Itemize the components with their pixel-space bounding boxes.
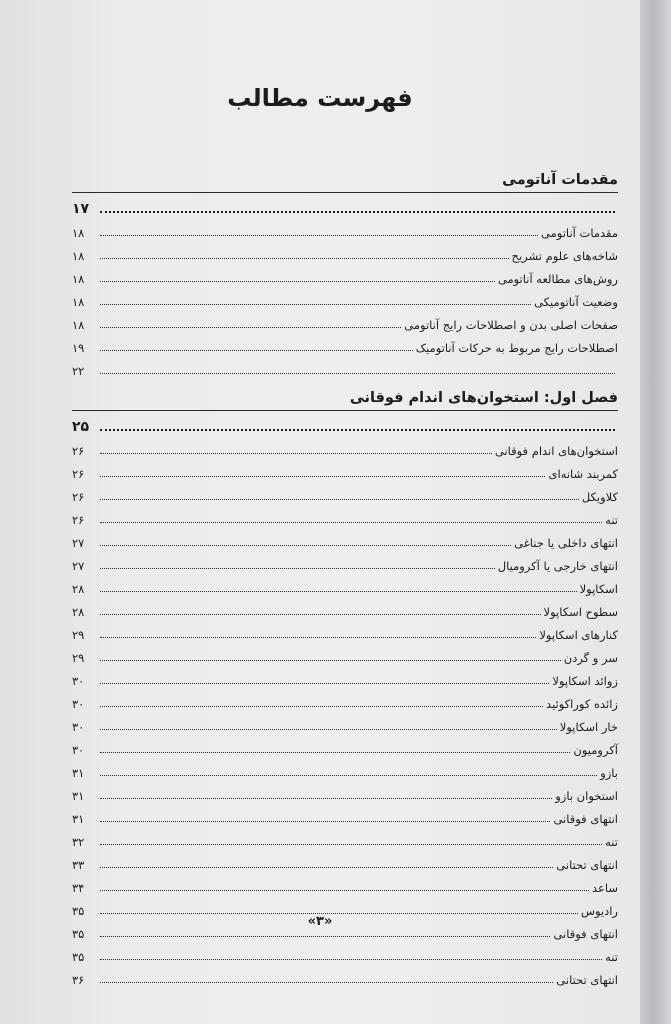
toc-entry[interactable] [72, 688, 618, 711]
toc-entry[interactable] [72, 504, 618, 527]
toc-entry[interactable] [72, 332, 618, 355]
dot-leader [100, 327, 401, 328]
toc-entry-page: ۲۲ [72, 364, 85, 378]
dot-leader [100, 844, 602, 845]
toc-entry-page: ۳۰ [72, 697, 85, 711]
toc-entry[interactable] [72, 286, 618, 309]
dot-leader [100, 798, 552, 799]
toc-entry-page: ۳۰ [72, 743, 85, 757]
toc-entry-label: استخوان بازو [555, 789, 618, 803]
toc-entry[interactable] [72, 849, 618, 872]
dot-leader [100, 568, 495, 569]
toc-entry[interactable] [72, 642, 618, 665]
toc-entry-label: صفحات اصلی بدن و اصطلاحات رایج آناتومی [404, 318, 618, 332]
toc-entry[interactable] [72, 217, 618, 240]
toc-entry[interactable] [72, 309, 618, 332]
table-of-contents [72, 170, 618, 987]
toc-entry-label: کنارهای اسکاپولا [539, 628, 618, 642]
section-row-chapter-1[interactable] [72, 413, 618, 435]
toc-entry-page: ۳۳ [72, 858, 85, 872]
toc-entry[interactable] [72, 458, 618, 481]
toc-entry-label: مقدمات آناتومی [541, 226, 618, 240]
dot-leader [100, 706, 543, 707]
toc-entry-page: ۲۸ [72, 605, 85, 619]
toc-entry[interactable] [72, 240, 618, 263]
section-heading-intro: مقدمات آناتومی [502, 172, 618, 188]
dot-leader [100, 660, 561, 661]
section-row-intro[interactable] [72, 195, 618, 217]
dot-leader [100, 959, 602, 960]
toc-entry[interactable] [72, 263, 618, 286]
toc-entry-page: ۲۶ [72, 467, 85, 481]
toc-entry-label: روش‌های مطالعه آناتومی [497, 272, 618, 286]
dot-leader [100, 683, 549, 684]
toc-entry-page: ۲۷ [72, 536, 85, 550]
dot-leader [100, 350, 413, 351]
dot-leader [100, 499, 579, 500]
toc-entry-page: ۳۶ [72, 973, 85, 987]
dot-leader [100, 373, 615, 374]
dot-leader [100, 235, 538, 236]
toc-entry-label: تنه [605, 513, 618, 527]
toc-entry[interactable] [72, 573, 618, 596]
toc-entry-label: انتهای فوقانی [553, 812, 618, 826]
toc-entry-page: ۳۱ [72, 812, 85, 826]
toc-entry-label: تنه [605, 835, 618, 849]
toc-entry-page: ۲۹ [72, 651, 85, 665]
toc-entry-page: ۳۰ [72, 720, 85, 734]
dot-leader [100, 545, 511, 546]
dot-leader [100, 614, 541, 615]
toc-entry-label: ساعد [591, 881, 618, 895]
toc-entry-label: کمربند شانه‌ای [548, 467, 618, 481]
toc-entry-label: شاخه‌های علوم تشریح [511, 249, 618, 263]
toc-entry-label: زوائد اسکاپولا [552, 674, 618, 688]
toc-entry[interactable] [72, 872, 618, 895]
toc-entry-label: انتهای خارجی یا آکرومیال [497, 559, 618, 573]
toc-entry[interactable] [72, 665, 618, 688]
toc-entry[interactable] [72, 757, 618, 780]
toc-entry[interactable] [72, 803, 618, 826]
section-rule [72, 192, 618, 193]
section-rule [72, 410, 618, 411]
toc-entry-page: ۱۸ [72, 226, 85, 240]
toc-entry-page: ۲۹ [72, 628, 85, 642]
section-page-number: ۲۵ [72, 419, 90, 435]
toc-entry-label: اسکاپولا [579, 582, 618, 596]
toc-entry-page: ۳۵ [72, 927, 85, 941]
toc-entry-label: بازو [600, 766, 618, 780]
section-gap [72, 378, 618, 388]
toc-entry-page: ۳۵ [72, 950, 85, 964]
toc-entry-label: انتهای تحتانی [556, 858, 618, 872]
toc-entry-label: انتهای تحتانی [556, 973, 618, 987]
dot-leader [100, 936, 550, 937]
toc-entry-page: ۲۶ [72, 444, 85, 458]
toc-entry[interactable] [72, 780, 618, 803]
toc-entry-label: سر و گردن [563, 651, 618, 665]
dot-leader [100, 258, 509, 259]
dot-leader [100, 867, 553, 868]
dot-leader [100, 890, 589, 891]
toc-entry-page: ۳۱ [72, 789, 85, 803]
toc-entry[interactable] [72, 711, 618, 734]
toc-entry[interactable] [72, 734, 618, 757]
page-edge-shadow [640, 0, 671, 1024]
toc-entry-page: ۱۸ [72, 272, 85, 286]
toc-entry[interactable] [72, 550, 618, 573]
toc-entry-page: ۲۸ [72, 582, 85, 596]
toc-entry[interactable] [72, 355, 618, 378]
toc-entry-page: ۳۴ [72, 881, 85, 895]
toc-entry[interactable] [72, 596, 618, 619]
toc-entry-page: ۲۷ [72, 559, 85, 573]
toc-entry-label: انتهای داخلی یا جناغی [514, 536, 618, 550]
toc-entry[interactable] [72, 619, 618, 642]
page-title: فهرست مطالب [227, 84, 413, 112]
dot-leader [100, 752, 570, 753]
section-heading-chapter-1: فصل اول: استخوان‌های اندام فوقانی [349, 390, 618, 406]
toc-entry-label: کلاویکل [581, 490, 618, 504]
dot-leader [100, 591, 577, 592]
toc-entry[interactable] [72, 941, 618, 964]
toc-entry-label: رادیوس [580, 904, 618, 918]
toc-entry-label: وضعیت آناتومیکی [534, 295, 618, 309]
footer-page-number: «۳» [307, 914, 333, 929]
toc-entry[interactable] [72, 964, 618, 987]
dot-leader [100, 821, 550, 822]
toc-entry-page: ۲۶ [72, 513, 85, 527]
dot-leader [100, 304, 531, 305]
toc-entry-label: انتهای فوقانی [553, 927, 618, 941]
toc-entry-page: ۳۵ [72, 904, 85, 918]
toc-entry[interactable] [72, 435, 618, 458]
dot-leader [100, 637, 536, 638]
toc-entry-page: ۱۸ [72, 295, 85, 309]
dot-leader [100, 453, 492, 454]
toc-entry[interactable] [72, 481, 618, 504]
toc-entry-page: ۳۱ [72, 766, 85, 780]
toc-entry-label: تنه [605, 950, 618, 964]
toc-entry-page: ۱۸ [72, 249, 85, 263]
toc-entry-page: ۲۶ [72, 490, 85, 504]
dot-leader [100, 522, 602, 523]
toc-entry-page: ۳۰ [72, 674, 85, 688]
toc-entry-label: سطوح اسکاپولا [543, 605, 618, 619]
dot-leader [100, 775, 597, 776]
toc-entry-label: خار اسکاپولا [559, 720, 618, 734]
dot-leader [100, 281, 495, 282]
toc-entry-label: آکرومیون [573, 743, 618, 757]
toc-entry-label: استخوان‌های اندام فوقانی [494, 444, 618, 458]
dot-leader [100, 211, 615, 213]
toc-entry-page: ۱۹ [72, 341, 85, 355]
section-page-number: ۱۷ [72, 201, 90, 217]
dot-leader [100, 476, 545, 477]
dot-leader [100, 982, 553, 983]
toc-entry-label: زائده کوراکوئید [546, 697, 618, 711]
dot-leader [100, 429, 615, 431]
toc-entry[interactable] [72, 527, 618, 550]
toc-entry-page: ۱۸ [72, 318, 85, 332]
toc-entry[interactable] [72, 826, 618, 849]
toc-entry-page: ۳۲ [72, 835, 85, 849]
dot-leader [100, 729, 557, 730]
toc-entry-label: اصطلاحات رایج مربوط به حرکات آناتومیک [415, 341, 618, 355]
